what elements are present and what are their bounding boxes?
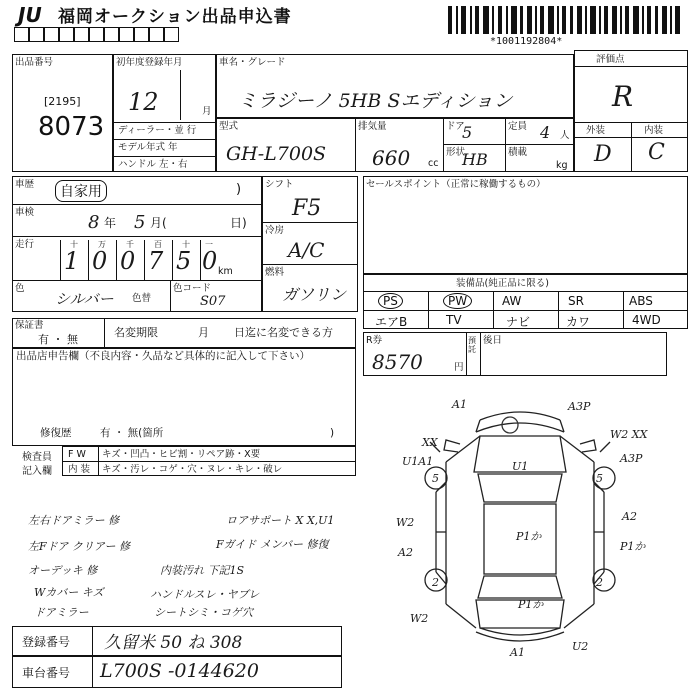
chassis-number-value: L700S -0144620	[100, 660, 259, 682]
displacement-unit: cc	[428, 158, 439, 169]
inspection-label: 車検	[15, 207, 35, 218]
color-label: 色	[15, 283, 25, 294]
map-mark-xx-left: XX	[422, 436, 438, 449]
grade-label: 評価点	[596, 54, 625, 65]
remark-left-0: 左右ドアミラー 修	[28, 514, 120, 527]
equipment-abs: ABS	[629, 294, 653, 308]
shift-label: シフト	[265, 179, 294, 190]
recycle-extra-label: 預託	[468, 336, 476, 354]
loading-label: 積載	[508, 147, 528, 158]
loading-unit: kg	[556, 160, 568, 171]
doors-value: 5	[462, 123, 473, 142]
map-mark-w2-left: W2	[396, 516, 415, 529]
map-mark-w2-rear: W2	[410, 612, 429, 625]
usage-label: 車歴	[15, 179, 35, 190]
fuel-value: ガソリン	[282, 285, 347, 304]
remark-left-4: ドアミラー	[34, 606, 89, 619]
map-mark-p1-roof: P1か	[516, 530, 542, 543]
mileage-digit-2: 0	[120, 247, 136, 275]
remark-right-3: ハンドルスレ・ヤブレ	[150, 588, 260, 601]
repair-close: )	[330, 427, 335, 439]
remark-left-2: オーデッキ 修	[28, 564, 98, 577]
mileage-mark-3: 百	[154, 240, 162, 249]
capacity-value: 4	[540, 123, 551, 142]
shift-value: F5	[292, 196, 322, 221]
color-code: S07	[200, 294, 226, 309]
mileage-digit-3: 7	[148, 247, 164, 275]
checks-row2-head: 内 装	[68, 464, 91, 475]
map-wheel-rr: 2	[596, 576, 603, 589]
recycle-unit: 円	[454, 362, 464, 373]
map-wheel-fr: 5	[596, 472, 603, 485]
lot-code: [2195]	[44, 95, 81, 108]
inspection-month-unit: 月(	[150, 216, 167, 230]
name-change-label: 名変期限	[114, 326, 158, 339]
map-mark-u2-rear: U2	[572, 640, 589, 653]
interior-grade: C	[648, 140, 665, 165]
mileage-digit-5: 0	[202, 247, 218, 275]
form-title: 福岡オークション出品申込書	[58, 7, 292, 27]
shape-value: HB	[462, 150, 488, 169]
warranty-options: 有 ・ 無	[38, 333, 78, 346]
map-mark-a3p-front: A3P	[568, 400, 591, 413]
map-mark-p1-trunk: P1か	[518, 598, 544, 611]
registration-label: 初年度登録年月	[116, 57, 183, 68]
chassis-number-label: 車台番号	[22, 666, 71, 680]
remark-right-2: 内装汚れ 下記1S	[160, 564, 245, 577]
registration-number-label: 登録番号	[22, 635, 71, 649]
map-mark-a1-rear: A1	[510, 646, 525, 659]
interior-label: 内装	[644, 125, 664, 136]
map-mark-a3p-right: A3P	[620, 452, 643, 465]
mileage-label: 走行	[15, 239, 35, 250]
recycle-after-label: 後日	[483, 335, 503, 346]
equipment-navi: ナビ	[506, 315, 531, 329]
doors-label: ドア	[446, 121, 465, 132]
registration-month-unit: 月	[202, 106, 212, 117]
mileage-mark-0: 十	[70, 240, 78, 249]
checks-label-2: 記入欄	[22, 466, 52, 477]
barcode-number: *1001192804*	[490, 36, 563, 47]
sales-point-box	[363, 176, 688, 274]
equipment-aw: AW	[502, 294, 522, 308]
checks-row2: キズ・汚レ・コゲ・穴・ヌレ・キレ・破レ	[102, 464, 283, 475]
map-mark-p1-right: P1か	[620, 540, 646, 553]
registration-number-value: 久留米 50 ね 308	[104, 633, 243, 653]
capacity-unit: 人	[560, 130, 570, 141]
remark-left-1: 左Fドア クリアー 修	[28, 540, 130, 553]
mileage-mark-5: 一	[205, 240, 213, 249]
map-mark-u1-hood: U1	[512, 460, 529, 473]
warranty-label: 保証書	[15, 320, 44, 331]
equipment-leather: カワ	[566, 315, 591, 329]
recycle-value: 8570	[372, 350, 423, 374]
capacity-label: 定員	[508, 121, 528, 132]
inspection-month: 5	[134, 212, 146, 233]
map-wheel-fl: 5	[432, 472, 439, 485]
vehicle-type-label: 型式	[219, 121, 239, 132]
inspection-day-unit: 日)	[230, 216, 247, 230]
lot-number-label: 出品番号	[15, 57, 54, 68]
name-change-note: 日迄に名変できる方	[234, 326, 333, 339]
grade-value: R	[612, 80, 634, 113]
equipment-ps: PS	[378, 293, 403, 309]
equipment-sr: SR	[568, 294, 584, 308]
aircon-label: 冷房	[265, 225, 285, 236]
auction-logo: JU	[18, 3, 42, 27]
mileage-mark-4: 十	[182, 240, 190, 249]
vehicle-name: ミラジーノ 5HB Sエディション	[238, 90, 513, 112]
remark-right-0: ロアサポート X X,U1	[226, 514, 335, 527]
map-wheel-rl: 2	[432, 576, 439, 589]
mileage-digit-1: 0	[92, 247, 108, 275]
equipment-pw: PW	[443, 293, 472, 309]
mileage-digit-4: 5	[176, 247, 192, 275]
registration-year: 12	[128, 88, 159, 116]
handle-label: ハンドル 左・右	[118, 159, 188, 170]
mileage-mark-2: 千	[126, 240, 134, 249]
checks-row1: キズ・凹凸・ヒビ割・リペア跡・X要	[102, 449, 261, 460]
exterior-label: 外装	[586, 125, 606, 136]
dealer-label: ディーラー・並 行	[118, 125, 197, 136]
shape-label: 形状	[446, 147, 466, 158]
model-year-label: モデル年式 年	[118, 142, 178, 153]
remark-right-4: シートシミ・コゲ穴	[154, 606, 253, 619]
recycle-label: R券	[366, 335, 383, 346]
vehicle-type: GH-L700S	[226, 143, 327, 165]
mileage-unit: km	[218, 266, 233, 277]
fuel-label: 燃料	[265, 267, 285, 278]
name-change-month: 月	[198, 326, 209, 339]
aircon-value: A/C	[288, 238, 325, 262]
equipment-label: 装備品(純正品に限る)	[456, 278, 549, 289]
equipment-airbag: エアB	[375, 315, 408, 329]
inspection-year-unit: 年	[104, 216, 117, 230]
barcode	[448, 6, 684, 36]
mileage-digit-0: 1	[64, 247, 80, 275]
color-code-label: 色コード	[173, 283, 212, 294]
sales-point-label: セールスポイント（正常に稼働するもの）	[366, 179, 546, 190]
vehicle-name-label: 車名・グレード	[219, 57, 286, 68]
displacement-label: 排気量	[358, 121, 387, 132]
equipment-tv: TV	[446, 313, 462, 327]
history-box	[12, 176, 262, 312]
exterior-grade: D	[594, 142, 612, 167]
map-mark-a2-right: A2	[622, 510, 637, 523]
displacement-value: 660	[372, 146, 411, 170]
remark-right-1: Fガイド メンバー 修復	[216, 538, 329, 551]
declaration-label: 出品店申告欄（不良内容・久品など具体的に記入して下さい）	[16, 350, 310, 362]
map-mark-a1-front: A1	[452, 398, 467, 411]
mileage-mark-1: 万	[98, 240, 106, 249]
repair-label: 修復歴	[40, 427, 72, 439]
checks-label-1: 検査員	[22, 452, 52, 463]
map-mark-a2-left: A2	[398, 546, 413, 559]
map-mark-u1a1: U1A1	[402, 455, 434, 468]
color-suffix: 色替	[132, 293, 152, 304]
inspection-year: 8	[88, 212, 100, 233]
equipment-4wd: 4WD	[632, 313, 661, 327]
usage-value: 自家用	[55, 180, 107, 202]
remark-left-3: Wカバー キズ	[34, 586, 104, 599]
color-value: シルバー	[55, 290, 114, 308]
repair-options: 有 ・ 無(箇所	[100, 427, 164, 439]
map-mark-w2xx: W2 XX	[610, 428, 648, 441]
checks-row1-head: F W	[68, 449, 86, 460]
lot-number: 8073	[38, 112, 105, 142]
